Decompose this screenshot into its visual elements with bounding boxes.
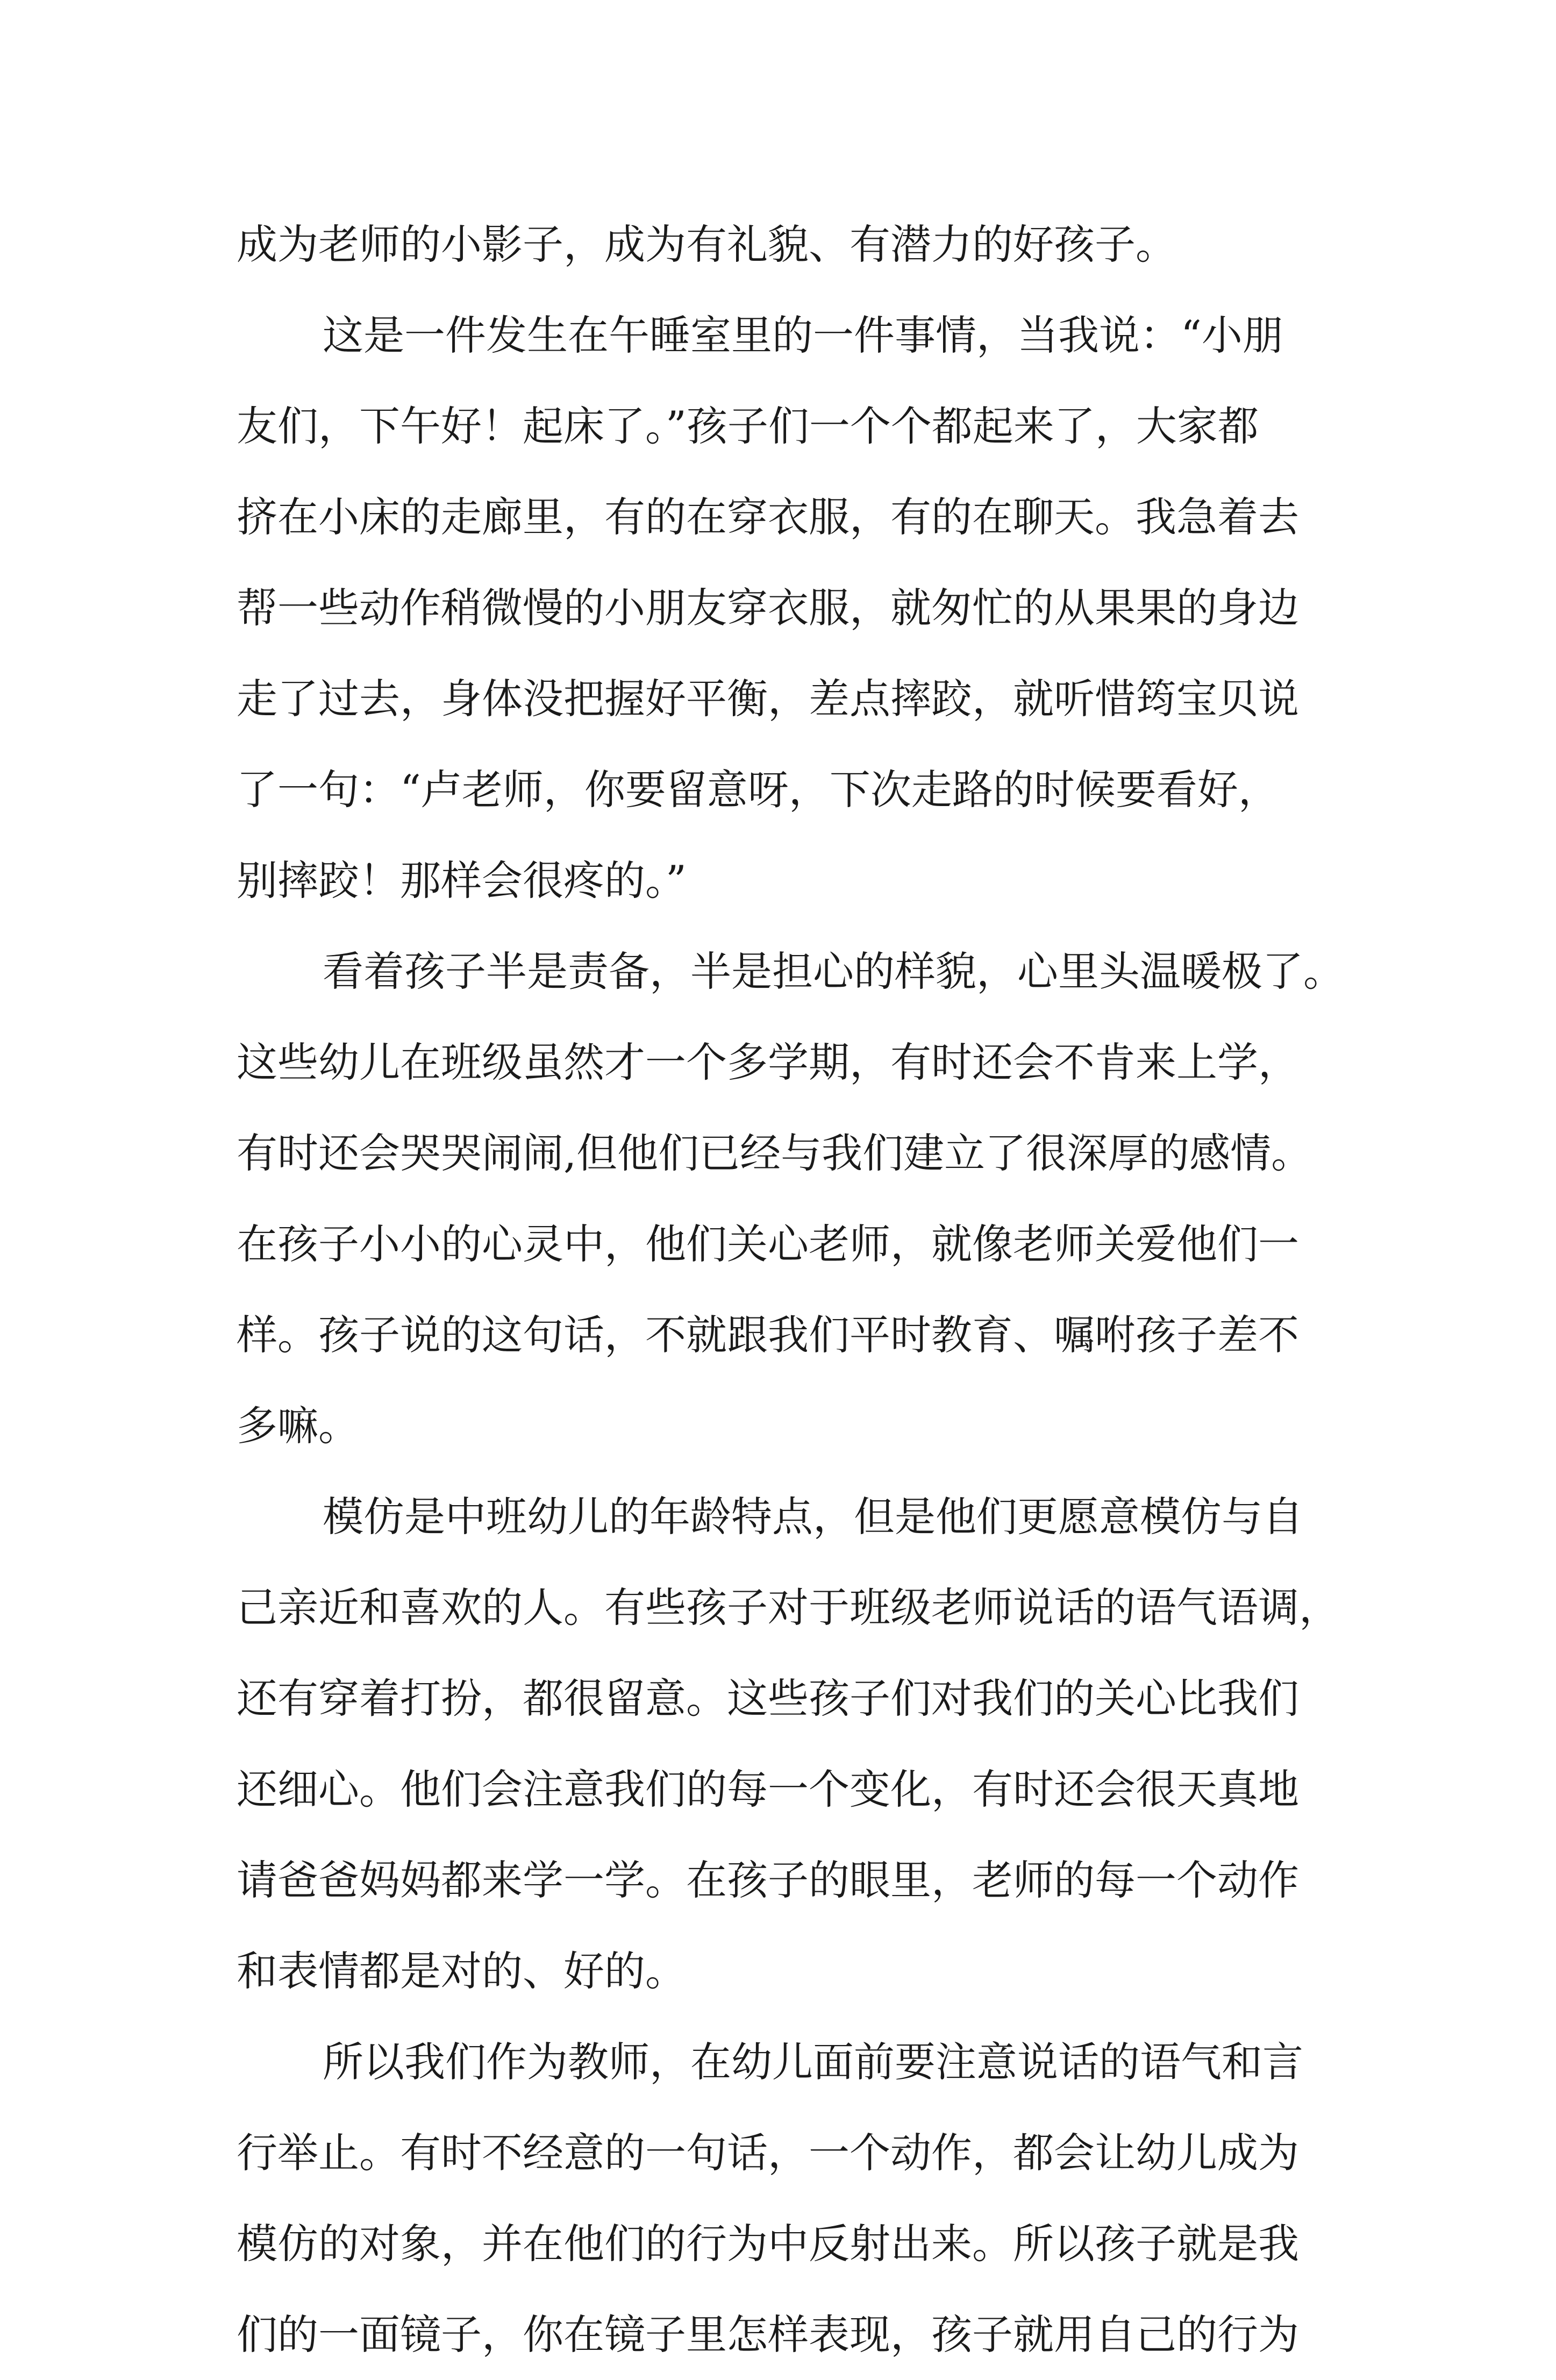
text-line: 成为老师的小影子，成为有礼貌、有潜力的好孩子。 xyxy=(237,220,1176,268)
text-line: 这些幼儿在班级虽然才一个多学期，有时还会不肯来上学， xyxy=(237,1038,1299,1086)
text-line: 模仿的对象，并在他们的行为中反射出来。所以孩子就是我 xyxy=(237,2220,1299,2268)
text-line: 了一句：“卢老师，你要留意呀，下次走路的时候要看好， xyxy=(237,766,1279,814)
text-line: 模仿是中班幼儿的年龄特点，但是他们更愿意模仿与自 xyxy=(323,1493,1303,1541)
text-line: 有时还会哭哭闹闹,但他们已经与我们建立了很深厚的感情。 xyxy=(237,1129,1312,1177)
text-line: 己亲近和喜欢的人。有些孩子对于班级老师说话的语气语调， xyxy=(237,1584,1340,1631)
text-line: 和表情都是对的、好的。 xyxy=(237,1947,686,1995)
text-line: 们的一面镜子，你在镜子里怎样表现，孩子就用自己的行为 xyxy=(237,2311,1299,2358)
text-line: 样。孩子说的这句话，不就跟我们平时教育、嘱咐孩子差不 xyxy=(237,1311,1299,1359)
text-line: 走了过去，身体没把握好平衡，差点摔跤，就听惜筠宝贝说 xyxy=(237,675,1299,723)
document-body xyxy=(237,199,1350,2380)
text-line: 友们，下午好！起床了。”孩子们一个个都起来了，大家都 xyxy=(237,402,1259,450)
text-line: 这是一件发生在午睡室里的一件事情，当我说：“小朋 xyxy=(323,311,1283,359)
text-line: 还有穿着打扮，都很留意。这些孩子们对我们的关心比我们 xyxy=(237,1674,1299,1722)
text-line: 请爸爸妈妈都来学一学。在孩子的眼里，老师的每一个动作 xyxy=(237,1856,1299,1904)
text-line: 帮一些动作稍微慢的小朋友穿衣服，就匆忙的从果果的身边 xyxy=(237,584,1299,632)
text-line: 所以我们作为教师，在幼儿面前要注意说话的语气和言 xyxy=(323,2038,1303,2086)
text-line: 挤在小床的走廊里，有的在穿衣服，有的在聊天。我急着去 xyxy=(237,493,1299,541)
text-line: 看着孩子半是责备，半是担心的样貌，心里头温暖极了。 xyxy=(323,947,1344,995)
text-line: 在孩子小小的心灵中，他们关心老师，就像老师关爱他们一 xyxy=(237,1220,1299,1268)
text-line: 还细心。他们会注意我们的每一个变化，有时还会很天真地 xyxy=(237,1765,1299,1813)
text-line: 多嘛。 xyxy=(237,1402,359,1450)
text-line: 别摔跤！那样会很疼的。” xyxy=(237,857,687,904)
text-line: 行举止。有时不经意的一句话，一个动作，都会让幼儿成为 xyxy=(237,2129,1299,2177)
